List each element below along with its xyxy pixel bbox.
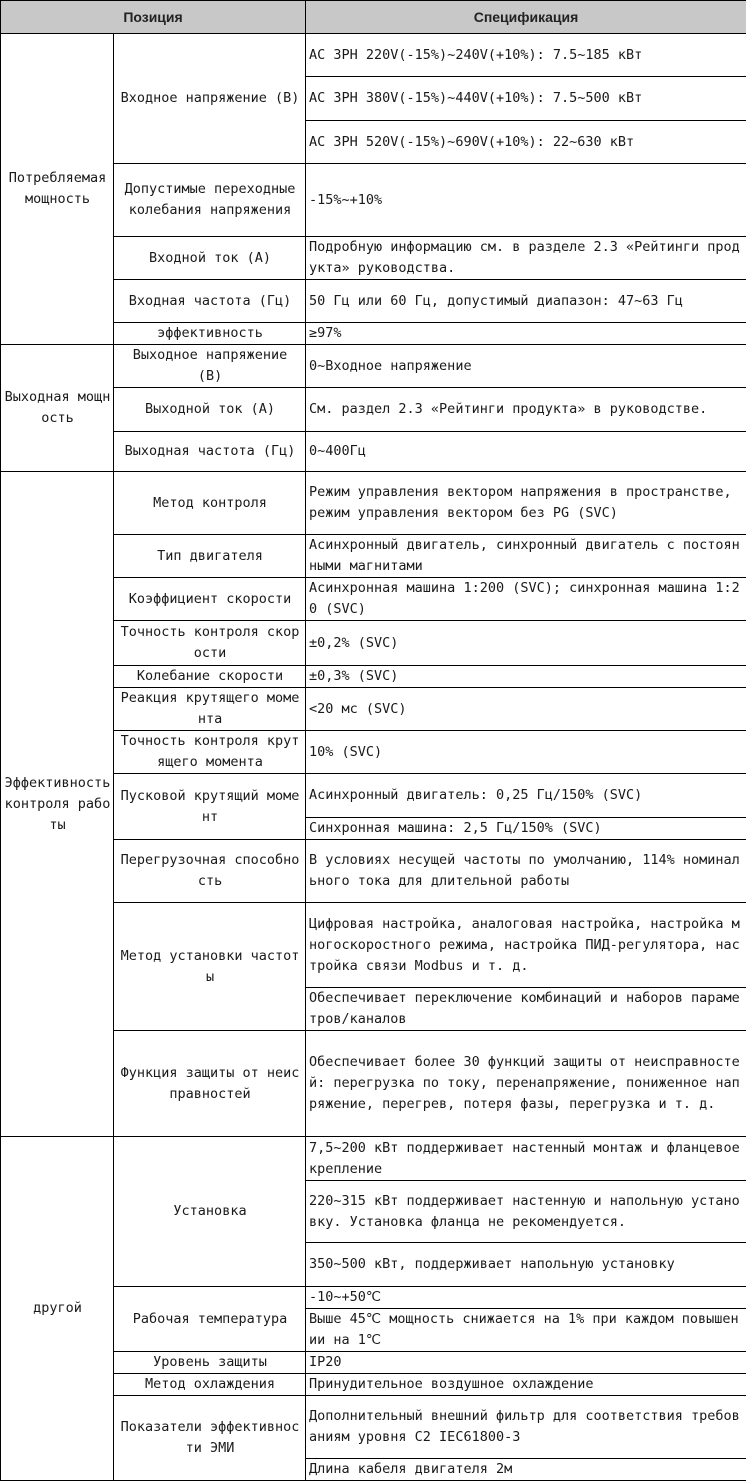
specification-value: AC 3PH 220V(-15%)~240V(+10%): 7.5~185 кВт [306, 34, 746, 77]
specification-value: <20 мс (SVC) [306, 688, 746, 731]
header-specification: Спецификация [306, 1, 746, 34]
specification-value: Асинхронный двигатель: 0,25 Гц/150% (SVC) [306, 774, 746, 818]
parameter-name: Входная частота (Гц) [114, 280, 306, 323]
specification-value: ≥97% [306, 323, 746, 345]
specification-value: -15%~+10% [306, 164, 746, 237]
parameter-name: Выходное напряжение (В) [114, 345, 306, 388]
specification-value: 50 Гц или 60 Гц, допустимый диапазон: 47~63 Гц [306, 280, 746, 323]
parameter-name: Установка [114, 1137, 306, 1287]
specification-value: ±0,3% (SVC) [306, 666, 746, 688]
section-title: Потребляемая мощность [1, 34, 114, 345]
specification-value: 0~400Гц [306, 432, 746, 472]
specification-value: Асинхронная машина 1:200 (SVC); синхронная машина 1:20 (SVC) [306, 578, 746, 621]
specification-value: См. раздел 2.3 «Рейтинги продукта» в руководстве. [306, 388, 746, 432]
table-row [1, 345, 746, 388]
specification-value: AC 3PH 380V(-15%)~440V(+10%): 7.5~500 кВт [306, 77, 746, 121]
section-title: другой [1, 1137, 114, 1481]
specification-value: AC 3PH 520V(-15%)~690V(+10%): 22~630 кВт [306, 121, 746, 164]
parameter-name: Показатели эффективности ЭМИ [114, 1396, 306, 1481]
parameter-name: Тип двигателя [114, 535, 306, 578]
parameter-name: Метод охлаждения [114, 1374, 306, 1396]
specification-value: Обеспечивает более 30 функций защиты от неисправностей: перегрузка по току, перенапряжение, пониженное напряжение, перегрев, потеря фазы, перегрузка и т. д. [306, 1031, 746, 1137]
specification-value: Обеспечивает переключение комбинаций и наборов параметров/каналов [306, 988, 746, 1031]
parameter-name: Реакция крутящего момента [114, 688, 306, 731]
section-title: Эффективность контроля работы [1, 472, 114, 1137]
parameter-name: Пусковой крутящий момент [114, 774, 306, 840]
specification-value: Цифровая настройка, аналоговая настройка, настройка многоскоростного режима, настройка ПИД-регулятора, настройка связи Modbus и т. д. [306, 903, 746, 988]
parameter-name: Входное напряжение (В) [114, 34, 306, 164]
specification-value: 10% (SVC) [306, 731, 746, 774]
specification-value: Асинхронный двигатель, синхронный двигатель с постоянными магнитами [306, 535, 746, 578]
parameter-name: Входной ток (А) [114, 237, 306, 280]
spec-body [1, 34, 746, 1481]
parameter-name: Допустимые переходные колебания напряжения [114, 164, 306, 237]
parameter-name: Функция защиты от неисправностей [114, 1031, 306, 1137]
specification-value: Дополнительный внешний фильтр для соответствия требованиям уровня C2 IEC61800-3 [306, 1396, 746, 1459]
specification-value: Принудительное воздушное охлаждение [306, 1374, 746, 1396]
specification-value: Синхронная машина: 2,5 Гц/150% (SVC) [306, 818, 746, 840]
specification-value: -10~+50℃ [306, 1287, 746, 1309]
table-row [1, 34, 746, 77]
header-position: Позиция [1, 1, 306, 34]
specification-value: Подробную информацию см. в разделе 2.3 «Рейтинги продукта» руководства. [306, 237, 746, 280]
specification-value: Выше 45℃ мощность снижается на 1% при каждом повышении на 1℃ [306, 1309, 746, 1352]
parameter-name: Коэффициент скорости [114, 578, 306, 621]
specification-value: 0~Входное напряжение [306, 345, 746, 388]
header-row [1, 1, 746, 34]
section-title: Выходная мощность [1, 345, 114, 472]
parameter-name: Точность контроля крутящего момента [114, 731, 306, 774]
parameter-name: Метод контроля [114, 472, 306, 535]
specification-value: 220~315 кВт поддерживает настенную и напольную установку. Установка фланца не рекомендуется. [306, 1181, 746, 1243]
parameter-name: Выходная частота (Гц) [114, 432, 306, 472]
specification-value: ±0,2% (SVC) [306, 621, 746, 666]
parameter-name: Колебание скорости [114, 666, 306, 688]
specification-value: IP20 [306, 1352, 746, 1374]
specification-value: Режим управления вектором напряжения в пространстве, режим управления вектором без PG (SVC) [306, 472, 746, 535]
specification-value: Длина кабеля двигателя 2м [306, 1459, 746, 1481]
parameter-name: Перегрузочная способность [114, 840, 306, 903]
parameter-name: Уровень защиты [114, 1352, 306, 1374]
specification-value: 7,5~200 кВт поддерживает настенный монтаж и фланцевое крепление [306, 1137, 746, 1181]
table-row [1, 1137, 746, 1181]
table-row [1, 472, 746, 535]
parameter-name: Выходной ток (А) [114, 388, 306, 432]
parameter-name: Метод установки частоты [114, 903, 306, 1031]
parameter-name: Точность контроля скорости [114, 621, 306, 666]
parameter-name: эффективность [114, 323, 306, 345]
parameter-name: Рабочая температура [114, 1287, 306, 1352]
specification-value: 350~500 кВт, поддерживает напольную установку [306, 1243, 746, 1287]
specification-value: В условиях несущей частоты по умолчанию, 114% номинального тока для длительной работы [306, 840, 746, 903]
